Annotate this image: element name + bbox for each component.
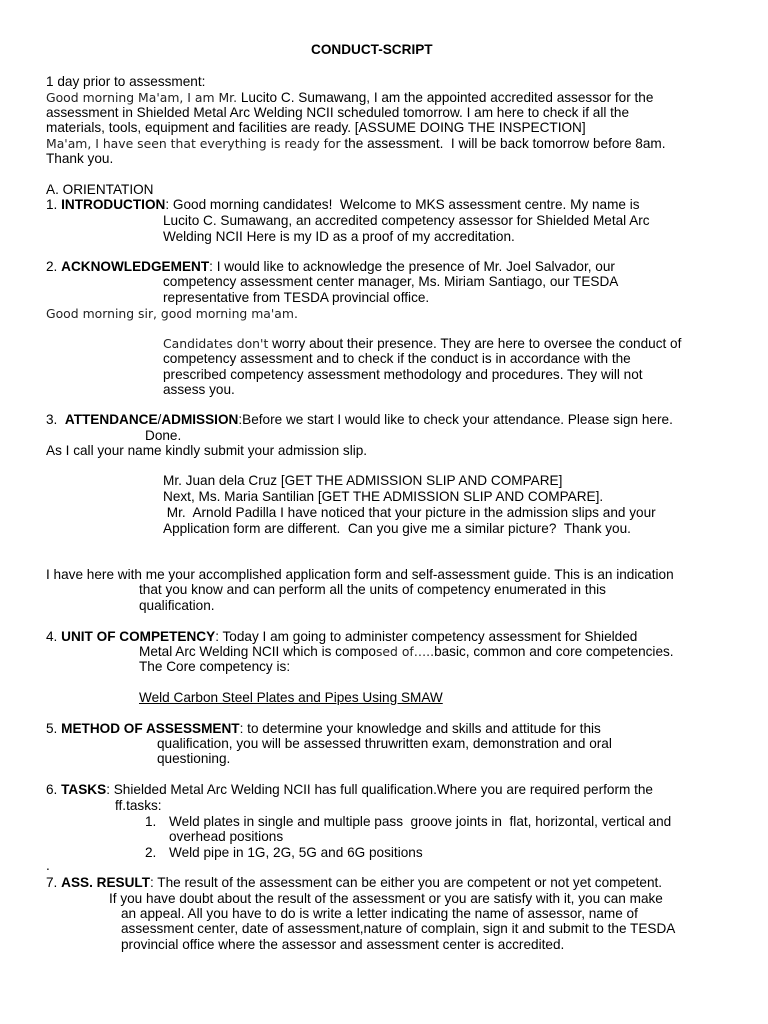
ack-label: ACKNOWLEDGEMENT: [61, 259, 210, 274]
attendance-done: Done.: [145, 428, 182, 443]
application-line-1: I have here with me your accomplished application form and self-assessment guide. This is an indication: [46, 567, 674, 582]
attendance-line-1: [46, 412, 673, 428]
result-line-4: assessment center, date of assessment,nature of complain, sign it and submit to the TESDA: [121, 921, 676, 936]
method-line-3: questioning.: [157, 751, 231, 766]
ack-num: 2.: [46, 259, 62, 274]
application-line-2: that you know and can perform all the units of competency enumerated in this: [139, 582, 606, 597]
unit-text-2c: basic, common and core competencies.: [434, 644, 674, 659]
result-num: 7.: [46, 875, 62, 890]
prior-line-1a: Good morning Ma'am, I am Mr.: [46, 90, 238, 105]
attendance-slash: /: [157, 412, 162, 427]
ack-line-1: [46, 259, 615, 275]
prior-heading: 1 day prior to assessment:: [46, 74, 206, 89]
application-line-3: qualification.: [139, 598, 215, 613]
ack-greeting: Good morning sir, good morning ma'am.: [46, 306, 298, 321]
prior-line-1: [46, 90, 653, 106]
unit-text-1: : Today I am going to administer competency assessment for Shielded: [215, 629, 638, 644]
intro-num: 1.: [46, 197, 62, 212]
method-num: 5.: [46, 721, 62, 736]
task-item-number: 2.: [145, 845, 157, 860]
tasks-line-1: [46, 782, 653, 798]
intro-line-3: Welding NCII Here is my ID as a proof of my accreditation.: [163, 229, 515, 244]
stray-dot: .: [46, 858, 50, 873]
attendance-line-3: As I call your name kindly submit your admission slip.: [46, 443, 368, 458]
attendance-name-2: Next, Ms. Maria Santilian [GET THE ADMISSION SLIP AND COMPARE].: [163, 489, 604, 504]
ack-para-line-1: [163, 336, 681, 352]
unit-label: UNIT OF COMPETENCY: [61, 629, 216, 644]
tasks-text-1: : Shielded Metal Arc Welding NCII has full qualification.Where you are required perform the: [106, 782, 653, 797]
prior-line-4b: the assessment. I will be back tomorrow before 8am.: [340, 136, 666, 151]
prior-line-5: Thank you.: [46, 151, 114, 166]
tasks-line-2: ff.tasks:: [115, 798, 162, 813]
ack-text-1: : I would like to acknowledge the presence of Mr. Joel Salvador, our: [209, 259, 615, 274]
task-item-number: 1.: [145, 814, 157, 829]
intro-line-1: [46, 197, 640, 213]
attendance-text-1: :Before we start I would like to check your attendance. Please sign here.: [238, 412, 673, 427]
tasks-label: TASKS: [61, 782, 107, 797]
task-item-text-cont: overhead positions: [169, 829, 284, 844]
prior-line-4a: Ma'am, I have seen that everything is ready for: [46, 136, 341, 151]
core-competency: Weld Carbon Steel Plates and Pipes Using SMAW: [139, 690, 443, 705]
method-label: METHOD OF ASSESSMENT: [61, 721, 240, 736]
ack-para-line-3: prescribed competency assessment methodology and procedures. They will not: [163, 367, 643, 382]
method-line-1: [46, 721, 601, 737]
method-text-1: : to determine your knowledge and skills and attitude for this: [239, 721, 601, 736]
attendance-num: 3.: [46, 412, 65, 427]
intro-text-1: : Good morning candidates! Welcome to MKS assessment centre. My name is: [165, 197, 640, 212]
attendance-name-3: Mr. Arnold Padilla I have noticed that your picture in the admission slips and your: [163, 505, 656, 520]
attendance-label: ATTENDANCE: [64, 412, 158, 427]
result-text-1: : The result of the assessment can be either you are competent or not yet competent.: [150, 875, 663, 890]
ack-para-line-2: competency assessment and to check if the conduct is in accordance with the: [163, 351, 631, 366]
attendance-name-4: Application form are different. Can you give me a similar picture? Thank you.: [163, 521, 631, 536]
tasks-num: 6.: [46, 782, 62, 797]
intro-line-2: Lucito C. Sumawang, an accredited competency assessor for Shielded Metal Arc: [163, 213, 650, 228]
ack-line-3: representative from TESDA provincial office.: [163, 290, 430, 305]
intro-label: INTRODUCTION: [61, 197, 166, 212]
page-title: CONDUCT-SCRIPT: [311, 42, 433, 57]
ack-para-1a: Candidates don't: [163, 336, 269, 351]
unit-text-2a: Metal Arc Welding NCII which is compo: [139, 644, 376, 659]
prior-line-2: assessment in Shielded Metal Arc Welding NCII scheduled tomorrow. I am here to check if all the: [46, 105, 630, 120]
unit-line-3: The Core competency is:: [139, 659, 291, 674]
unit-line-1: [46, 629, 637, 645]
result-label: ASS. RESULT: [61, 875, 150, 890]
unit-text-2b: sed of…..: [375, 644, 435, 659]
orientation-heading: A. ORIENTATION: [46, 182, 154, 197]
ack-line-2: competency assessment center manager, Ms. Miriam Santiago, our TESDA: [163, 274, 619, 289]
result-line-5: provincial office where the assessor and assessment center is accredited.: [121, 937, 565, 952]
ack-para-line-4: assess you.: [163, 382, 235, 397]
result-line-1: [46, 875, 662, 891]
attendance-name-1: Mr. Juan dela Cruz [GET THE ADMISSION SLIP AND COMPARE]: [163, 473, 563, 488]
task-item-text: Weld plates in single and multiple pass groove joints in flat, horizontal, vertical and: [169, 814, 672, 829]
prior-line-3: materials, tools, equipment and facilities are ready. [ASSUME DOING THE INSPECTION]: [46, 120, 586, 135]
unit-line-2: [139, 644, 674, 660]
task-item-text: Weld pipe in 1G, 2G, 5G and 6G positions: [169, 845, 423, 860]
method-line-2: qualification, you will be assessed thruwritten exam, demonstration and oral: [157, 736, 612, 751]
prior-line-1b: Lucito C. Sumawang, I am the appointed accredited assessor for the: [237, 90, 654, 105]
admission-label: ADMISSION: [161, 412, 239, 427]
ack-para-1b: worry about their presence. They are here to oversee the conduct of: [268, 336, 682, 351]
unit-num: 4.: [46, 629, 62, 644]
prior-line-4: [46, 136, 666, 152]
result-line-2: If you have doubt about the result of the assessment or you are satisfy with it, you can make: [109, 891, 663, 906]
result-line-3: an appeal. All you have to do is write a letter indicating the name of assessor, name of: [121, 906, 638, 921]
